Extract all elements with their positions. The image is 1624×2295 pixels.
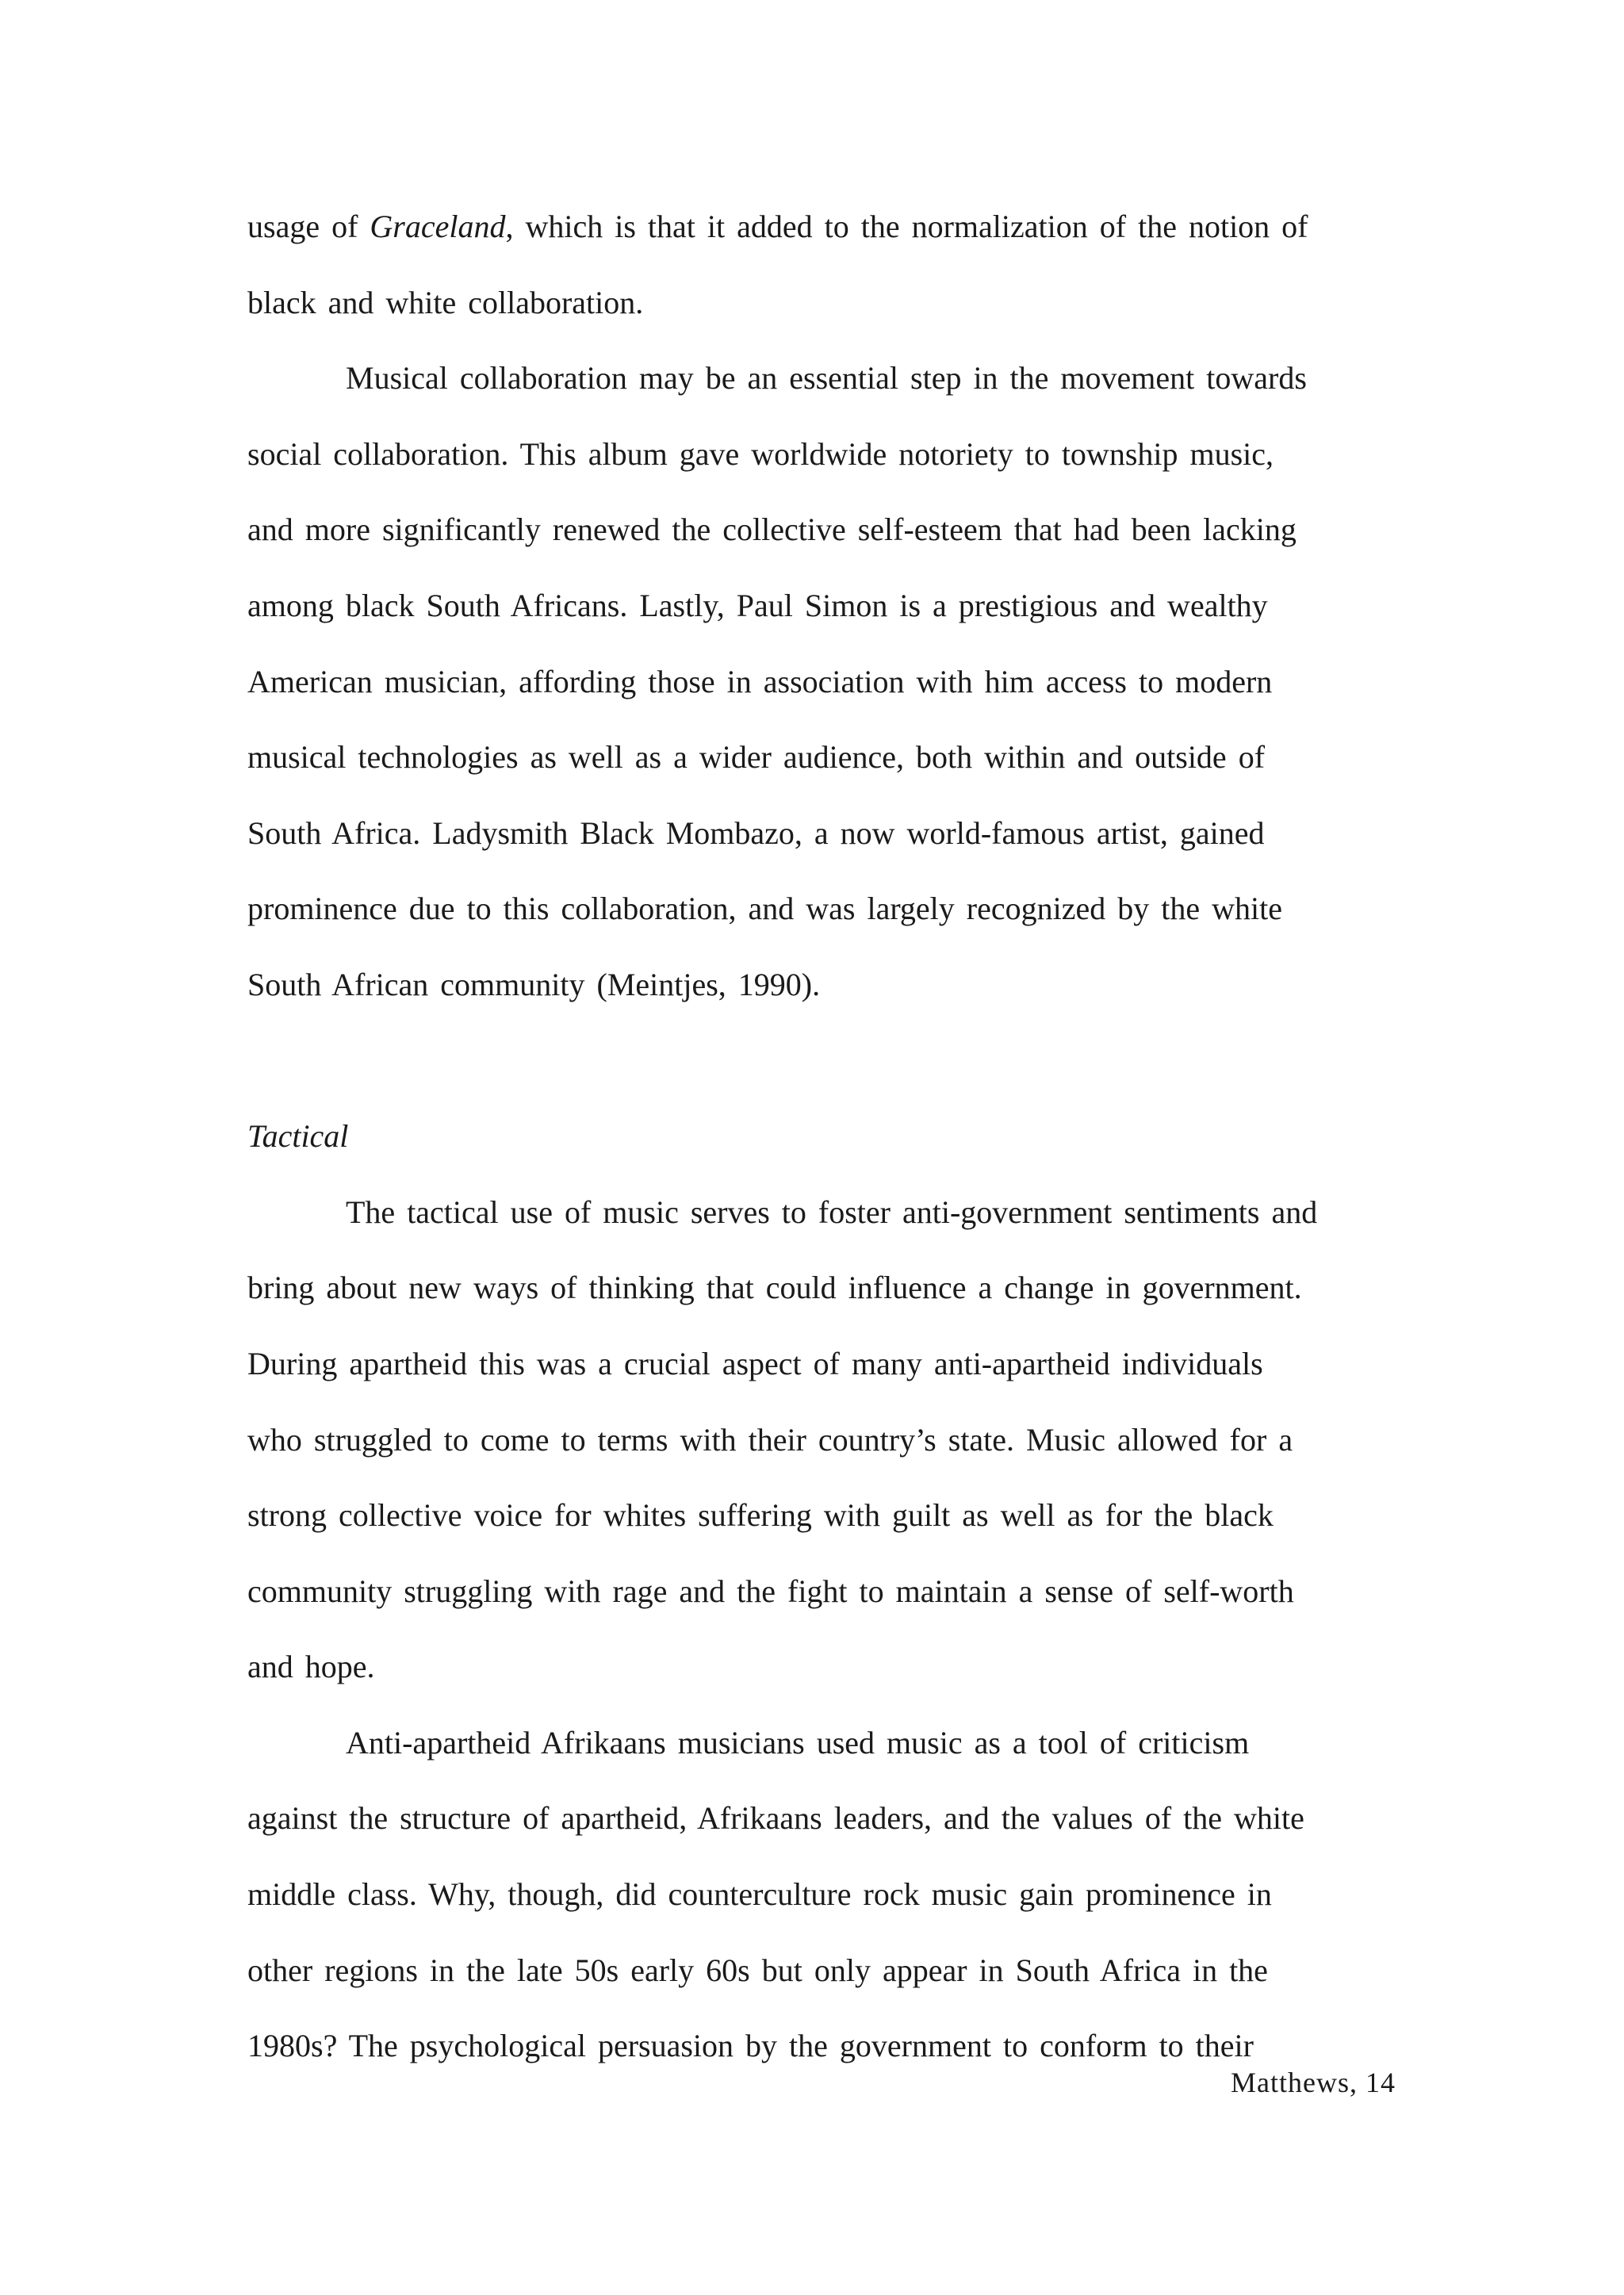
paragraph-first-line: Musical collaboration may be an essential step in the movement towards [346, 360, 1307, 397]
text-line: During apartheid this was a crucial aspect of many anti-apartheid individuals [247, 1345, 1263, 1381]
text-line: middle class. Why, though, did counterculture rock music gain prominence in [247, 1876, 1272, 1913]
text-line: South Africa. Ladysmith Black Mombazo, a now world-famous artist, gained [247, 814, 1265, 851]
album-title: Graceland [370, 209, 506, 244]
text-line: and hope. [247, 1649, 375, 1685]
text-line: among black South Africans. Lastly, Paul Simon is a prestigious and wealthy [247, 587, 1268, 623]
text-line: South African community (Meintjes, 1990). [247, 966, 821, 1002]
page-footer-label: Matthews, 14 [1231, 2067, 1396, 2098]
text-line: community struggling with rage and the fight to maintain a sense of self-worth [247, 1573, 1294, 1609]
text-line: who struggled to come to terms with their country’s state. Music allowed for a [247, 1421, 1293, 1458]
text-line [247, 189, 1389, 265]
text-line: and more significantly renewed the collective self-esteem that had been lacking [247, 511, 1297, 548]
paragraph-first-line: Anti-apartheid Afrikaans musicians used music as a tool of criticism [346, 1724, 1250, 1761]
text-line: strong collective voice for whites suffering with guilt as well as for the black [247, 1497, 1274, 1534]
text-line: social collaboration. This album gave worldwide notoriety to township music, [247, 435, 1274, 472]
section-heading: Tactical [247, 1118, 349, 1155]
section-spacer [247, 1023, 1389, 1099]
text-line: prominence due to this collaboration, and was largely recognized by the white [247, 891, 1282, 927]
text-line: American musician, affording those in association with him access to modern [247, 663, 1273, 699]
text-run: usage of [247, 209, 370, 244]
text-line: 1980s? The psychological persuasion by the government to conform to their [247, 2028, 1254, 2064]
text-run: , which is that it added to the normalization of the notion of [505, 209, 1308, 244]
text-line: black and white collaboration. [247, 284, 644, 320]
text-line: bring about new ways of thinking that could influence a change in government. [247, 1270, 1302, 1306]
text-line: against the structure of apartheid, Afrikaans leaders, and the values of the white [247, 1800, 1304, 1837]
text-line: other regions in the late 50s early 60s but only appear in South Africa in the [247, 1952, 1268, 1988]
body-text [247, 189, 1389, 2084]
text-line: musical technologies as well as a wider audience, both within and outside of [247, 739, 1266, 776]
paragraph-first-line: The tactical use of music serves to foster anti-government sentiments and [346, 1193, 1318, 1230]
